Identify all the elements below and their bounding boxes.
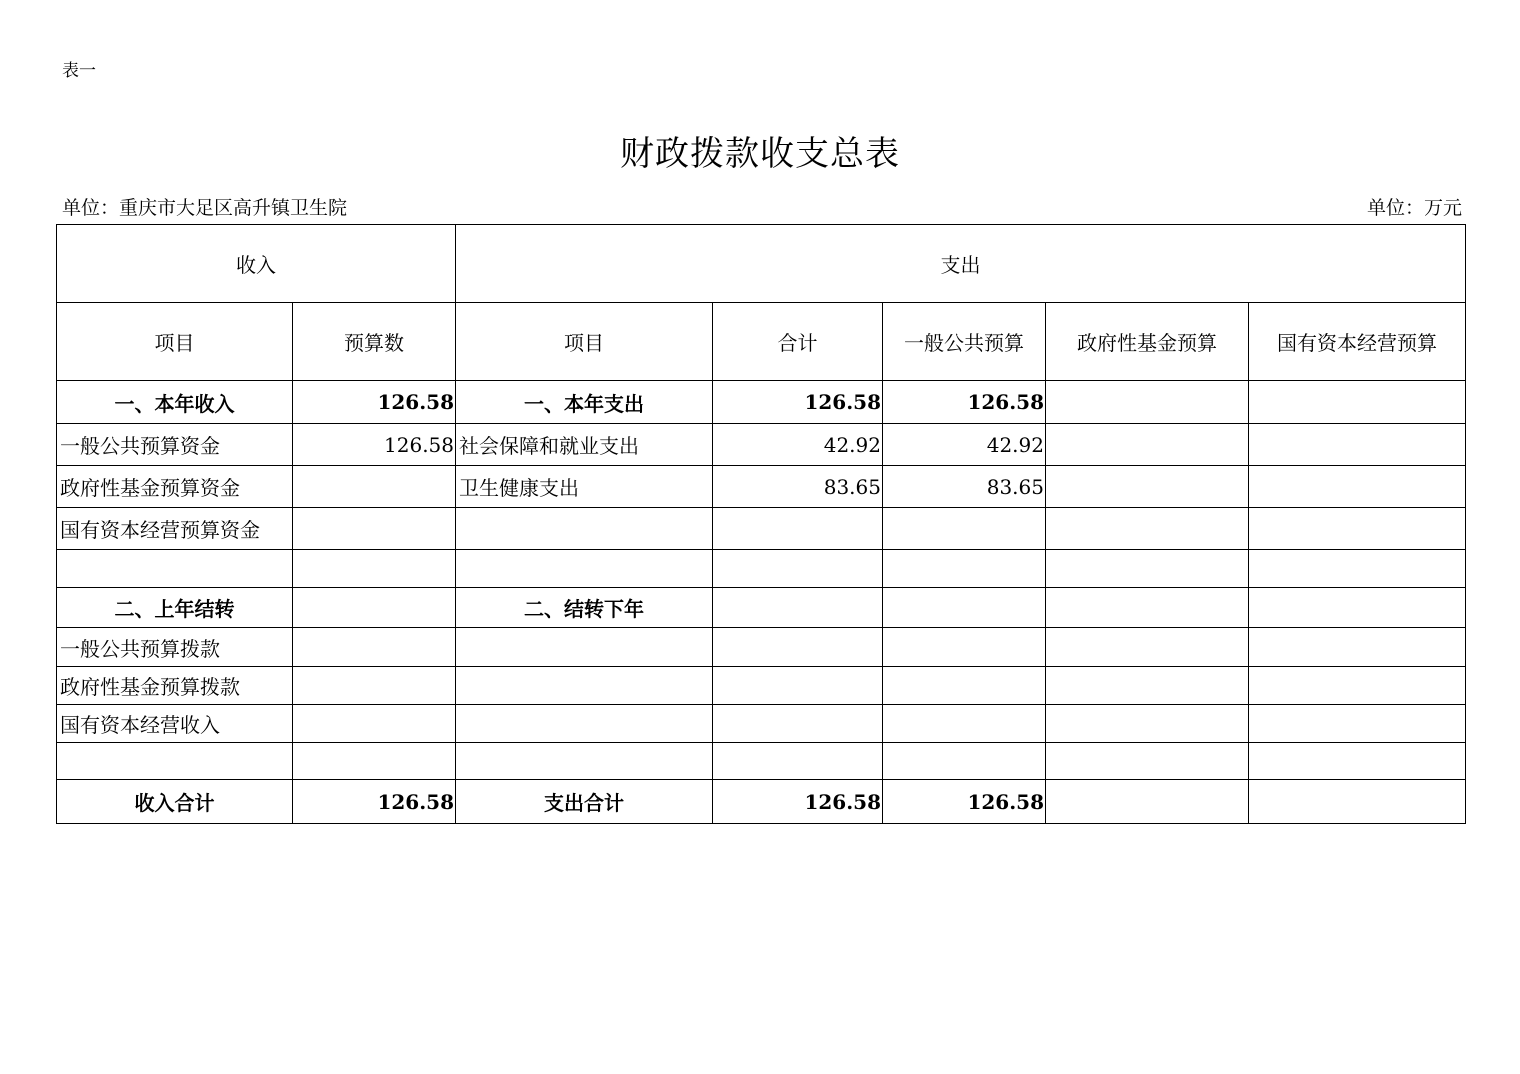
column-header: 国有资本经营预算	[1249, 303, 1466, 381]
table-row	[57, 628, 1466, 667]
table-cell	[713, 705, 883, 743]
table-cell: 二、上年结转	[57, 588, 293, 628]
table-cell: 收入合计	[57, 780, 293, 824]
table-cell	[883, 550, 1046, 588]
table-cell	[1249, 705, 1466, 743]
table-cell: 83.65	[713, 466, 883, 508]
table-cell: 一般公共预算资金	[57, 424, 293, 466]
table-cell	[1046, 743, 1249, 780]
table-cell	[713, 588, 883, 628]
table-cell	[1249, 667, 1466, 705]
table-cell: 83.65	[883, 466, 1046, 508]
table-cell	[1249, 628, 1466, 667]
table-cell	[1249, 550, 1466, 588]
table-cell	[1046, 466, 1249, 508]
page-title: 财政拨款收支总表	[620, 134, 900, 174]
budget-summary-table	[56, 224, 1466, 824]
table-cell: 支出合计	[456, 780, 713, 824]
table-cell	[1249, 381, 1466, 424]
table-cell	[456, 550, 713, 588]
table-cell	[713, 550, 883, 588]
table-row	[57, 381, 1466, 424]
table-cell	[293, 628, 456, 667]
column-header: 政府性基金预算	[1046, 303, 1249, 381]
table-row	[57, 424, 1466, 466]
table-cell	[456, 743, 713, 780]
table-cell: 126.58	[713, 381, 883, 424]
table-cell	[456, 628, 713, 667]
table-row	[57, 508, 1466, 550]
table-cell	[713, 508, 883, 550]
currency-unit: 单位：万元	[1366, 197, 1462, 219]
table-cell	[1249, 508, 1466, 550]
table-cell: 一、本年收入	[57, 381, 293, 424]
table-cell: 政府性基金预算拨款	[57, 667, 293, 705]
table-cell	[1249, 780, 1466, 824]
table-cell	[883, 743, 1046, 780]
table-cell	[57, 550, 293, 588]
table-cell	[293, 667, 456, 705]
table-cell	[1249, 424, 1466, 466]
column-header: 合计	[713, 303, 883, 381]
totals-row	[57, 780, 1466, 824]
table-cell	[1249, 588, 1466, 628]
table-cell	[1249, 743, 1466, 780]
expense-group-header: 支出	[456, 225, 1466, 303]
table-cell	[1046, 588, 1249, 628]
table-cell	[1046, 508, 1249, 550]
table-cell	[293, 588, 456, 628]
table-cell	[1046, 667, 1249, 705]
table-cell	[293, 508, 456, 550]
table-cell	[713, 667, 883, 705]
table-cell	[883, 588, 1046, 628]
table-row	[57, 667, 1466, 705]
table-cell: 政府性基金预算资金	[57, 466, 293, 508]
column-header: 项目	[456, 303, 713, 381]
table-cell: 126.58	[713, 780, 883, 824]
table-cell	[1046, 628, 1249, 667]
column-header: 一般公共预算	[883, 303, 1046, 381]
table-cell	[456, 508, 713, 550]
table-cell	[293, 705, 456, 743]
table-cell	[883, 628, 1046, 667]
table-cell	[456, 705, 713, 743]
table-cell: 126.58	[883, 780, 1046, 824]
table-cell	[1249, 466, 1466, 508]
organization-unit: 单位：重庆市大足区高升镇卫生院	[62, 197, 348, 219]
table-cell: 二、结转下年	[456, 588, 713, 628]
table-cell: 126.58	[293, 780, 456, 824]
group-header-row	[57, 225, 1466, 303]
table-cell: 卫生健康支出	[456, 466, 713, 508]
table-cell	[1046, 705, 1249, 743]
table-cell	[883, 667, 1046, 705]
table-number: 表一	[62, 61, 96, 81]
column-header: 项目	[57, 303, 293, 381]
table-cell	[293, 743, 456, 780]
table-cell	[57, 743, 293, 780]
table-row	[57, 743, 1466, 780]
table-cell	[1046, 424, 1249, 466]
table-cell	[713, 628, 883, 667]
table-cell: 126.58	[883, 381, 1046, 424]
table-cell: 国有资本经营收入	[57, 705, 293, 743]
table-cell: 一般公共预算拨款	[57, 628, 293, 667]
table-cell: 社会保障和就业支出	[456, 424, 713, 466]
table-cell: 126.58	[293, 424, 456, 466]
table-row	[57, 705, 1466, 743]
table-cell: 126.58	[293, 381, 456, 424]
table-row	[57, 466, 1466, 508]
table-cell	[883, 508, 1046, 550]
table-cell: 42.92	[883, 424, 1046, 466]
table-cell	[1046, 381, 1249, 424]
column-header-row	[57, 303, 1466, 381]
table-cell	[293, 550, 456, 588]
table-cell: 国有资本经营预算资金	[57, 508, 293, 550]
table-cell: 一、本年支出	[456, 381, 713, 424]
table-cell	[713, 743, 883, 780]
table-row	[57, 550, 1466, 588]
table-cell	[293, 466, 456, 508]
table-cell	[1046, 550, 1249, 588]
table-row	[57, 588, 1466, 628]
column-header: 预算数	[293, 303, 456, 381]
table-cell	[456, 667, 713, 705]
table-cell	[1046, 780, 1249, 824]
table-cell	[883, 705, 1046, 743]
income-group-header: 收入	[57, 225, 456, 303]
table-cell: 42.92	[713, 424, 883, 466]
